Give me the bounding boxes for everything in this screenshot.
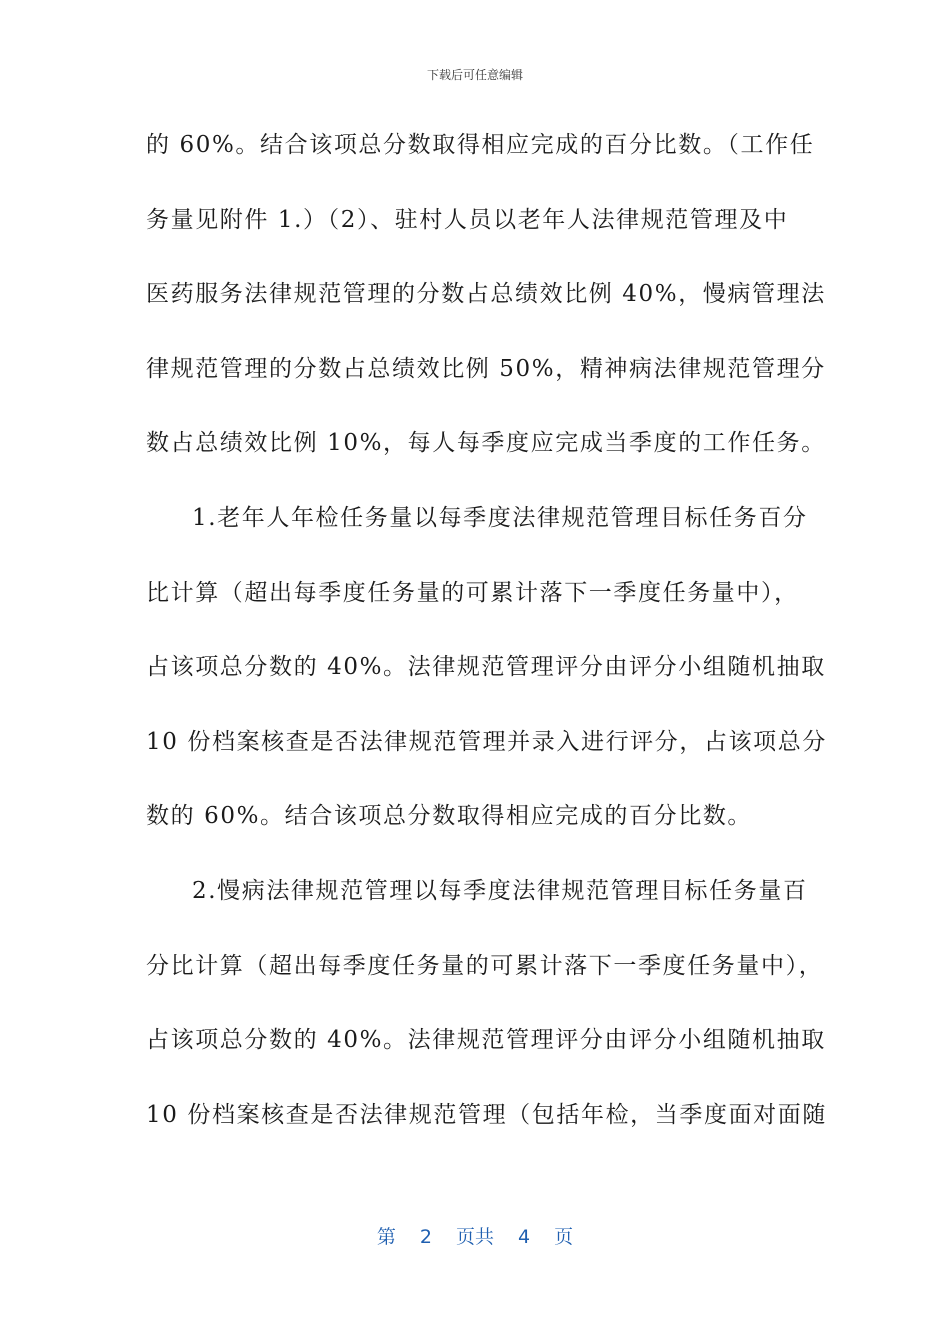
text-line-4: 律规范管理的分数占总绩效比例 50%，精神病法律规范管理分: [146, 355, 826, 382]
text-line-10: 数的 60%。结合该项总分数取得相应完成的百分比数。: [146, 803, 753, 830]
text-line-6: 1.老年人年检任务量以每季度法律规范管理目标任务百分: [192, 504, 808, 531]
text-line-1: 的 60%。结合该项总分数取得相应完成的百分比数。（工作任: [146, 132, 815, 158]
page-number: 第 2 页共 4 页: [376, 1226, 574, 1248]
text-line-5: 数占总绩效比例 10%，每人每季度应完成当季度的工作任务。: [146, 430, 826, 457]
text-line-11: 2.慢病法律规范管理以每季度法律规范管理目标任务量百: [192, 877, 808, 904]
text-line-8: 占该项总分数的 40%。法律规范管理评分由评分小组随机抽取: [146, 654, 826, 681]
text-line-2: 务量见附件 1.）（2）、驻村人员以老年人法律规范管理及中: [146, 206, 789, 233]
text-line-9: 10 份档案核查是否法律规范管理并录入进行评分，占该项总分: [146, 728, 827, 755]
text-line-3: 医药服务法律规范管理的分数占总绩效比例 40%，慢病管理法: [146, 281, 826, 308]
page-header-note: 下载后可任意编辑: [426, 68, 523, 82]
text-line-7: 比计算（超出每季度任务量的可累计落下一季度任务量中），: [146, 579, 799, 606]
text-line-13: 占该项总分数的 40%。法律规范管理评分由评分小组随机抽取: [146, 1027, 826, 1054]
text-line-12: 分比计算（超出每季度任务量的可累计落下一季度任务量中），: [146, 952, 824, 979]
text-line-14: 10 份档案核查是否法律规范管理（包括年检，当季度面对面随: [146, 1101, 827, 1128]
body-text: [146, 120, 827, 1164]
